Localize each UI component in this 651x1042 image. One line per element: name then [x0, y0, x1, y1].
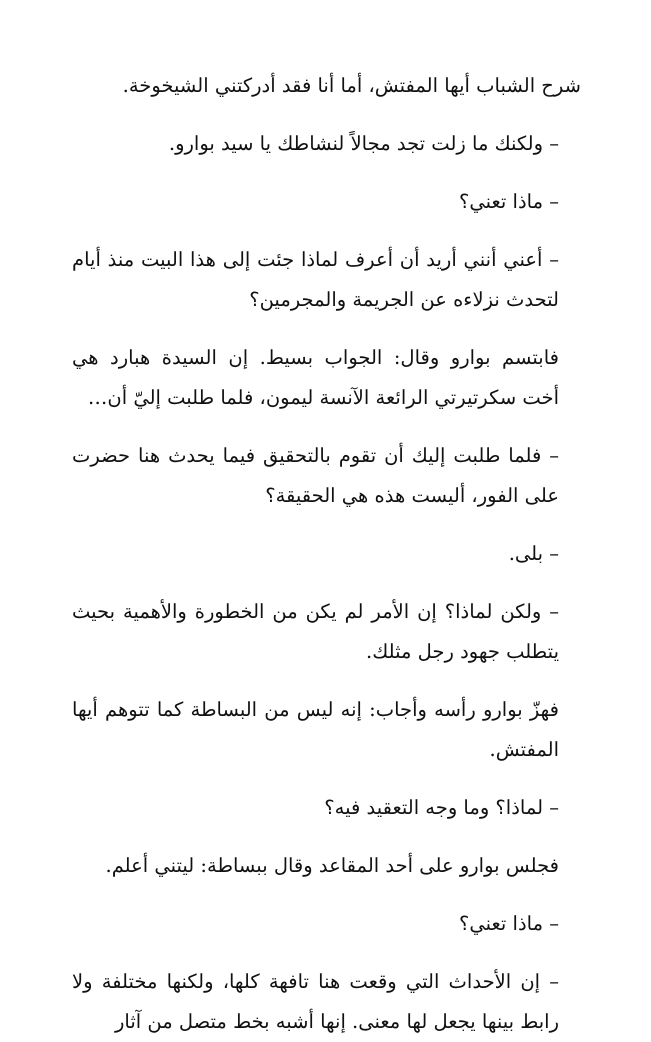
paragraph-1: شرح الشباب أيها المفتش، أما أنا فقد أدركتني الشيخوخة. [122, 74, 581, 97]
paragraph-9: فهزّ بوارو رأسه وأجاب: إنه ليس من البساطة كما تتوهم أيها المفتش. [72, 698, 559, 761]
paragraph-5: فابتسم بوارو وقال: الجواب بسيط. إن السيدة هبارد هي أخت سكرتيرتي الرائعة الآنسة ليمون، فلما طلبت إليّ أن… [72, 346, 559, 409]
paragraph-3: – ماذا تعني؟ [459, 190, 559, 213]
paragraph-2: – ولكنك ما زلت تجد مجالاً لنشاطك يا سيد بوارو. [168, 132, 559, 155]
paragraph-12: – ماذا تعني؟ [459, 912, 559, 935]
paragraph-4: – أعني أنني أريد أن أعرف لماذا جئت إلى هذا البيت منذ أيام لتحدث نزلاءه عن الجريمة والمجرمين؟ [72, 248, 559, 311]
paragraph-7: – بلى. [508, 542, 559, 565]
paragraph-6: – فلما طلبت إليك أن تقوم بالتحقيق فيما يحدث هنا حضرت على الفور، أليست هذه هي الحقيقة؟ [72, 444, 559, 507]
paragraph-8: – ولكن لماذا؟ إن الأمر لم يكن من الخطورة والأهمية بحيث يتطلب جهود رجل مثلك. [72, 600, 559, 663]
paragraph-13: – إن الأحداث التي وقعت هنا تافهة كلها، ولكنها مختلفة ولا رابط بينها يجعل لها معنى. إنها أشبه بخط متصل من آثار [72, 970, 559, 1033]
paragraph-11: فجلس بوارو على أحد المقاعد وقال ببساطة: ليتني أعلم. [105, 854, 559, 877]
paragraph-10: – لماذا؟ وما وجه التعقيد فيه؟ [324, 796, 559, 819]
